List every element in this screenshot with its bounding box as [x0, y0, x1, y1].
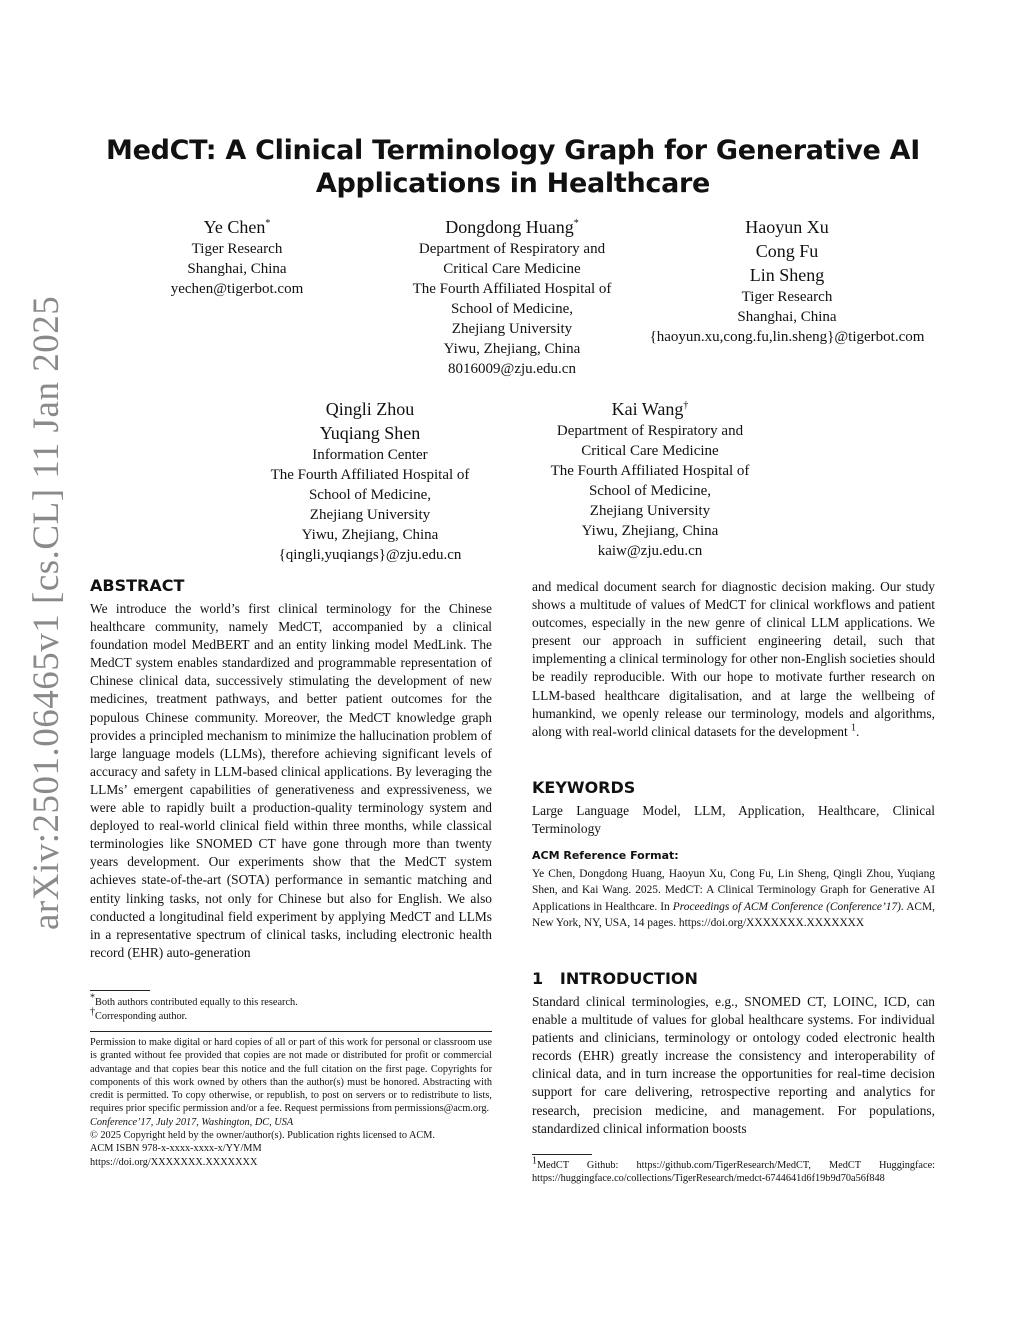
paper-title — [90, 134, 936, 200]
acm-reference-heading: ACM Reference Format: — [532, 849, 679, 862]
author-affiliation: The Fourth Affiliated Hospital of — [412, 281, 612, 297]
author-email: {haoyun.xu,cong.fu,lin.sheng}@tigerbot.com — [649, 329, 925, 345]
author-block-1 — [137, 215, 337, 299]
author-name: Cong Fu — [755, 241, 819, 261]
doi-line[interactable]: https://doi.org/XXXXXXX.XXXXXXX — [90, 1156, 258, 1168]
arxiv-stamp: arXiv:2501.06465v1 [cs.CL] 11 Jan 2025 — [26, 295, 67, 930]
author-name: Ye Chen* — [203, 217, 271, 237]
permission-rule — [90, 1031, 492, 1032]
author-affiliation: School of Medicine, — [308, 487, 432, 503]
author-name: Lin Sheng — [749, 265, 825, 285]
acm-reference-text: Ye Chen, Dongdong Huang, Haoyun Xu, Cong Fu, Lin Sheng, Qingli Zhou, Yuqiang Shen, and Kai Wang. 2025. MedCT: A Clinical Terminology Graph for Generative AI Applications in Healthcare. In Proceedings of ACM Conference (Conference’17). ACM, New York, NY, USA, 14 pages. https://doi.org/XXXXXXX.XXXXXXX — [532, 868, 936, 930]
author-affiliation: Information Center — [312, 447, 428, 463]
author-affiliation: Critical Care Medicine — [443, 261, 581, 277]
author-name: Haoyun Xu — [745, 217, 829, 237]
author-name: Qingli Zhou — [325, 399, 415, 419]
author-block-3 — [642, 215, 932, 347]
author-email: kaiw@zju.edu.cn — [597, 543, 703, 559]
author-affiliation: Tiger Research — [191, 241, 283, 257]
author-location: Yiwu, Zhejiang, China — [443, 341, 581, 357]
author-affiliation: Zhejiang University — [589, 503, 711, 519]
author-email: {qingli,yuqiangs}@zju.edu.cn — [278, 547, 462, 563]
author-affiliation: Tiger Research — [741, 289, 833, 305]
abstract-continued: and medical document search for diagnostic decision making. Our study shows a multitude of values of MedCT for clinical workflows and patient outcomes, especially in the new genre of clinical LLM applications. We present our approach in sufficient engineering detail, such that implementing a clinical terminology for other non-English societies should be readily reproducible. With our hope to motivate further research on LLM-based healthcare digitalisation, and at large the wellbeing of humankind, we openly release our terminology, models and algorithms, along with real-world clinical datasets for the development $^1$. — [532, 579, 935, 739]
author-email: 8016009@zju.edu.cn — [448, 361, 576, 377]
footnote-1: $^1$MedCT Github: https://github.com/TigerResearch/MedCT, MedCT Huggingface: https://huggingface.co/collections/TigerResearch/medct-6744641d6f19b9d70a56f848 — [532, 1155, 935, 1185]
author-affiliation: The Fourth Affiliated Hospital of — [270, 467, 470, 483]
author-block-2 — [382, 215, 642, 379]
author-affiliation: Department of Respiratory and — [556, 423, 744, 439]
permission-text: Permission to make digital or hard copies of all or part of this work for personal or classroom use is granted without fee provided that copies are not made or distributed for profit or commercial advantage and that copies bear this notice and the full citation on the first page. Copyrights for components of this work owned by others than the author(s) must be honored. Abstracting with credit is permitted. To copy otherwise, or republish, to post on servers or to redistribute to lists, requires prior specific permission and/or a fee. Request permissions from permissions@acm.org. — [90, 1037, 492, 1115]
introduction-text: Standard clinical terminologies, e.g., SNOMED CT, LOINC, ICD, can enable a multitude of values for global healthcare systems. For individual patients and clinicians, terminology or ontology coded electronic health records (EHR) greatly increase the consistency and interoperability of clinical data, and in turn increase the opportunities for real-time decision support for care delivering, retrospective reporting and analytics for research, precision medicine, and management. For populations, standardized clinical information boosts — [532, 994, 935, 1136]
keywords-text: Large Language Model, LLM, Application, Healthcare, Clinical Terminology — [532, 803, 935, 837]
isbn-line: ACM ISBN 978-x-xxxx-xxxx-x/YY/MM — [90, 1143, 262, 1155]
author-affiliation: School of Medicine, — [450, 301, 574, 317]
footnote-equal: *Both authors contributed equally to this research. — [90, 992, 298, 1008]
author-name: Dongdong Huang* — [445, 217, 579, 237]
footnote-rule — [90, 990, 150, 991]
title-line-2: Applications in Healthcare — [315, 168, 711, 199]
author-location: Shanghai, China — [187, 261, 287, 277]
introduction-heading: 1 INTRODUCTION — [532, 969, 698, 988]
abstract-heading: ABSTRACT — [90, 576, 185, 595]
copyright-line: © 2025 Copyright held by the owner/author(s). Publication rights licensed to ACM. — [90, 1130, 436, 1142]
author-location: Yiwu, Zhejiang, China — [301, 527, 439, 543]
abstract-text: We introduce the world’s first clinical terminology for the Chinese healthcare community, namely MedCT, accompanied by a clinical foundation model MedBERT and an entity linking model MedLink. The MedCT system enables standardized and programmable representation of Chinese clinical data, successively stimulating the development of new medicines, treatment pathways, and better patient outcomes for the populous Chinese community. Moreover, the MedCT knowledge graph provides a principled mechanism to minimize the hallucination problem of large language models (LLMs), therefore achieving significant levels of accuracy and safety in LLM-based clinical applications. By leveraging the LLMs’ emergent capabilities of generativeness and expressiveness, we were able to rapidly built a production-quality terminology system and deployed to real-world clinical field within three months, while classical terminologies like SNOMED CT have gone through more than twenty years development. Our experiments show that the MedCT system achieves state-of-the-art (SOTA) performance in semantic matching and entity linking tasks, not only for Chinese but also for English. We also conducted a longitudinal field experiment by applying MedCT and LLMs in a representative spectrum of clinical tasks, including electronic health record (EHR) auto-generation — [90, 601, 492, 960]
author-affiliation: Zhejiang University — [451, 321, 573, 337]
author-affiliation: Critical Care Medicine — [581, 443, 719, 459]
conference-line: Conference’17, July 2017, Washington, DC, USA — [90, 1116, 294, 1128]
permission-block — [90, 1036, 492, 1169]
title-line-1: MedCT: A Clinical Terminology Graph for Generative AI — [106, 135, 920, 166]
author-block-4 — [245, 397, 495, 565]
keywords-heading: KEYWORDS — [532, 778, 636, 797]
author-block-5 — [520, 397, 780, 561]
footnote1-rule — [532, 1154, 592, 1155]
author-email: yechen@tigerbot.com — [170, 281, 304, 297]
author-name: Yuqiang Shen — [319, 423, 421, 443]
author-affiliation: Zhejiang University — [309, 507, 431, 523]
author-location: Shanghai, China — [737, 309, 837, 325]
author-name: Kai Wang† — [611, 399, 689, 419]
author-affiliation: School of Medicine, — [588, 483, 712, 499]
author-affiliation: Department of Respiratory and — [418, 241, 606, 257]
footnote-corresponding: †Corresponding author. — [90, 1006, 188, 1022]
author-location: Yiwu, Zhejiang, China — [581, 523, 719, 539]
author-affiliation: The Fourth Affiliated Hospital of — [550, 463, 750, 479]
